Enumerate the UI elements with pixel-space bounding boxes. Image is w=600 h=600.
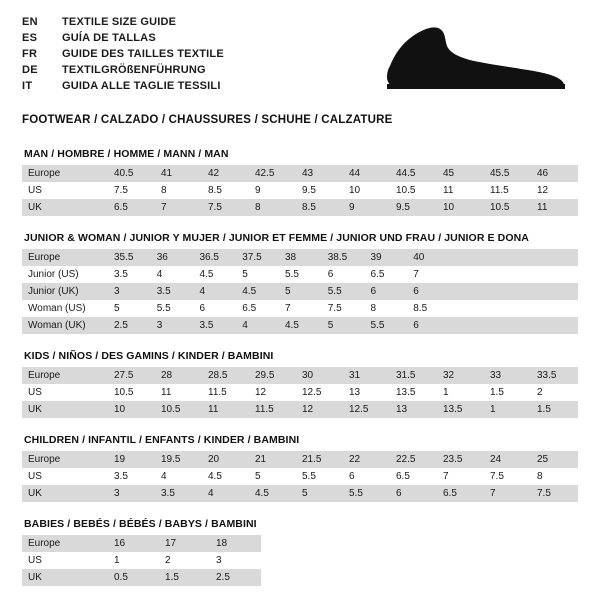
cell: 22.5 (390, 451, 437, 468)
cell: 3 (151, 317, 194, 334)
cell: 31.5 (390, 367, 437, 384)
cell: 7.5 (484, 468, 531, 485)
language-title-table (22, 14, 224, 94)
cell: 36.5 (194, 249, 237, 266)
language-row (22, 78, 224, 94)
cell: 4.5 (236, 283, 279, 300)
cell: 4 (194, 283, 237, 300)
cell: 12 (531, 182, 578, 199)
cell: 45.5 (484, 165, 531, 182)
table-row (22, 317, 578, 334)
cell: 13.5 (390, 384, 437, 401)
table-row (22, 249, 578, 266)
row-label: Europe (22, 451, 108, 468)
cell: 8.5 (407, 300, 450, 317)
cell: 46 (531, 165, 578, 182)
cell: 8.5 (202, 182, 249, 199)
cell: 4 (151, 266, 194, 283)
cell: 10.5 (155, 401, 202, 418)
cell: 40.5 (108, 165, 155, 182)
cell (514, 249, 578, 266)
language-title: TEXTILGRÖßENFÜHRUNG (62, 64, 206, 76)
size-table-kids (22, 367, 578, 418)
cell: 31 (343, 367, 390, 384)
cell (450, 283, 514, 300)
cell: 7.5 (531, 485, 578, 502)
cell: 18 (210, 535, 261, 552)
section-man (22, 148, 578, 216)
size-sections (0, 126, 600, 586)
size-table-children (22, 451, 578, 502)
cell: 4.5 (249, 485, 296, 502)
cell: 3.5 (194, 317, 237, 334)
cell: 11.5 (249, 401, 296, 418)
section-title: KIDS / NIÑOS / DES GAMINS / KINDER / BAMBINI (24, 350, 274, 362)
cell: 13.5 (437, 401, 484, 418)
cell: 6.5 (437, 485, 484, 502)
page-header (0, 0, 600, 108)
cell: 7 (279, 300, 322, 317)
cell: 11.5 (484, 182, 531, 199)
cell: 39 (365, 249, 408, 266)
cell: 1 (108, 552, 159, 569)
size-table-junior-woman (22, 249, 578, 334)
cell: 2.5 (108, 317, 151, 334)
cell: 33 (484, 367, 531, 384)
table-row (22, 384, 578, 401)
language-row (22, 14, 224, 30)
table-row (22, 367, 578, 384)
cell-empty (261, 535, 578, 552)
row-label: UK (22, 485, 108, 502)
table-row (22, 552, 578, 569)
cell: 10.5 (484, 199, 531, 216)
section-title: MAN / HOMBRE / HOMME / MANN / MAN (24, 148, 229, 160)
section-junior-woman (22, 232, 578, 334)
cell: 6 (390, 485, 437, 502)
cell: 2 (159, 552, 210, 569)
cell: 1.5 (159, 569, 210, 586)
cell: 2.5 (210, 569, 261, 586)
cell: 10 (343, 182, 390, 199)
cell: 33.5 (531, 367, 578, 384)
cell: 40 (407, 249, 450, 266)
row-label: Woman (US) (22, 300, 108, 317)
cell: 7.5 (108, 182, 155, 199)
cell: 45 (437, 165, 484, 182)
language-row (22, 62, 224, 78)
cell: 23.5 (437, 451, 484, 468)
cell: 12.5 (343, 401, 390, 418)
cell: 36 (151, 249, 194, 266)
cell: 10.5 (108, 384, 155, 401)
cell: 7.5 (202, 199, 249, 216)
cell-empty (261, 552, 578, 569)
row-label: US (22, 552, 108, 569)
cell: 11 (202, 401, 249, 418)
cell: 3.5 (155, 485, 202, 502)
row-label: Junior (US) (22, 266, 108, 283)
row-label: US (22, 468, 108, 485)
cell: 32 (437, 367, 484, 384)
cell: 24 (484, 451, 531, 468)
cell: 4.5 (279, 317, 322, 334)
cell: 1.5 (484, 384, 531, 401)
language-row (22, 46, 224, 62)
cell: 8.5 (296, 199, 343, 216)
cell: 11 (155, 384, 202, 401)
language-row (22, 30, 224, 46)
cell: 5.5 (151, 300, 194, 317)
cell: 12 (296, 401, 343, 418)
cell: 12 (249, 384, 296, 401)
cell: 0.5 (108, 569, 159, 586)
cell: 3 (210, 552, 261, 569)
cell: 5 (108, 300, 151, 317)
cell: 21 (249, 451, 296, 468)
cell: 4.5 (194, 266, 237, 283)
cell: 38 (279, 249, 322, 266)
cell: 8 (249, 199, 296, 216)
cell: 1 (484, 401, 531, 418)
table-row (22, 401, 578, 418)
cell: 6 (322, 266, 365, 283)
cell: 28.5 (202, 367, 249, 384)
cell: 5.5 (296, 468, 343, 485)
language-code: ES (22, 32, 38, 44)
cell: 13 (343, 384, 390, 401)
cell: 7 (484, 485, 531, 502)
row-label: UK (22, 199, 108, 216)
row-label: Europe (22, 535, 108, 552)
table-row (22, 485, 578, 502)
cell: 5.5 (343, 485, 390, 502)
cell (514, 266, 578, 283)
cell: 5 (279, 283, 322, 300)
cell: 7 (437, 468, 484, 485)
language-code: EN (22, 16, 38, 28)
cell: 8 (365, 300, 408, 317)
cell: 30 (296, 367, 343, 384)
table-row (22, 199, 578, 216)
cell: 12.5 (296, 384, 343, 401)
cell: 6 (407, 283, 450, 300)
cell: 3.5 (108, 266, 151, 283)
cell: 19.5 (155, 451, 202, 468)
row-label: Woman (UK) (22, 317, 108, 334)
cell: 11.5 (202, 384, 249, 401)
dress-shoe-icon (382, 22, 572, 92)
cell (450, 266, 514, 283)
cell: 9 (249, 182, 296, 199)
language-code: FR (22, 48, 38, 60)
cell: 6.5 (236, 300, 279, 317)
cell: 3.5 (108, 468, 155, 485)
cell: 25 (531, 451, 578, 468)
table-row (22, 165, 578, 182)
cell: 6 (407, 317, 450, 334)
table-row (22, 451, 578, 468)
cell (514, 283, 578, 300)
cell: 5.5 (322, 283, 365, 300)
section-children (22, 434, 578, 502)
language-title: GUIDA ALLE TAGLIE TESSILI (62, 80, 221, 92)
table-row (22, 569, 578, 586)
language-title-rows (22, 14, 224, 94)
cell: 4.5 (202, 468, 249, 485)
cell: 4 (155, 468, 202, 485)
row-label: Europe (22, 367, 108, 384)
cell: 5.5 (279, 266, 322, 283)
cell: 5.5 (365, 317, 408, 334)
language-code: DE (22, 64, 38, 76)
cell: 7 (407, 266, 450, 283)
cell: 44 (343, 165, 390, 182)
cell: 3 (108, 485, 155, 502)
cell (450, 300, 514, 317)
cell: 3.5 (151, 283, 194, 300)
cell-empty (261, 569, 578, 586)
cell: 10.5 (390, 182, 437, 199)
section-kids (22, 350, 578, 418)
cell: 7.5 (322, 300, 365, 317)
language-title: GUIDE DES TAILLES TEXTILE (62, 48, 224, 60)
cell: 20 (202, 451, 249, 468)
cell: 42.5 (249, 165, 296, 182)
cell: 13 (390, 401, 437, 418)
footwear-category-line: FOOTWEAR / CALZADO / CHAUSSURES / SCHUHE / CALZATURE (22, 114, 393, 126)
cell: 10 (437, 199, 484, 216)
table-row (22, 266, 578, 283)
cell: 4 (236, 317, 279, 334)
cell: 11 (437, 182, 484, 199)
size-table-man (22, 165, 578, 216)
table-row (22, 182, 578, 199)
cell: 6 (194, 300, 237, 317)
size-table-babies (22, 535, 578, 586)
row-label: UK (22, 569, 108, 586)
cell: 10 (108, 401, 155, 418)
row-label: Europe (22, 165, 108, 182)
language-title: GUÍA DE TALLAS (62, 32, 156, 44)
cell: 6 (343, 468, 390, 485)
cell: 6.5 (390, 468, 437, 485)
table-row (22, 468, 578, 485)
cell: 9.5 (390, 199, 437, 216)
cell: 17 (159, 535, 210, 552)
table-row (22, 283, 578, 300)
row-label: UK (22, 401, 108, 418)
cell: 5 (249, 468, 296, 485)
cell: 42 (202, 165, 249, 182)
cell: 9 (343, 199, 390, 216)
cell: 2 (531, 384, 578, 401)
cell: 1.5 (531, 401, 578, 418)
cell: 7 (155, 199, 202, 216)
row-label: US (22, 384, 108, 401)
cell: 6 (365, 283, 408, 300)
cell: 44.5 (390, 165, 437, 182)
cell: 9.5 (296, 182, 343, 199)
cell: 21.5 (296, 451, 343, 468)
cell: 3 (108, 283, 151, 300)
cell: 19 (108, 451, 155, 468)
cell: 41 (155, 165, 202, 182)
cell: 6.5 (365, 266, 408, 283)
cell: 4 (202, 485, 249, 502)
language-title: TEXTILE SIZE GUIDE (62, 16, 177, 28)
cell: 29.5 (249, 367, 296, 384)
section-title: JUNIOR & WOMAN / JUNIOR Y MUJER / JUNIOR ET FEMME / JUNIOR UND FRAU / JUNIOR E DONA (24, 232, 529, 244)
cell: 5 (296, 485, 343, 502)
cell: 38.5 (322, 249, 365, 266)
cell (514, 300, 578, 317)
cell: 22 (343, 451, 390, 468)
section-title: BABIES / BEBÉS / BÉBÉS / BABYS / BAMBINI (24, 518, 257, 530)
cell: 8 (155, 182, 202, 199)
cell: 28 (155, 367, 202, 384)
cell: 1 (437, 384, 484, 401)
cell (450, 317, 514, 334)
cell: 43 (296, 165, 343, 182)
table-row (22, 300, 578, 317)
section-babies (22, 518, 578, 586)
cell (450, 249, 514, 266)
row-label: US (22, 182, 108, 199)
language-code: IT (22, 80, 33, 92)
cell: 6.5 (108, 199, 155, 216)
row-label: Junior (UK) (22, 283, 108, 300)
cell: 16 (108, 535, 159, 552)
cell (514, 317, 578, 334)
row-label: Europe (22, 249, 108, 266)
cell: 5 (322, 317, 365, 334)
cell: 27.5 (108, 367, 155, 384)
cell: 5 (236, 266, 279, 283)
cell: 35.5 (108, 249, 151, 266)
cell: 37.5 (236, 249, 279, 266)
cell: 11 (531, 199, 578, 216)
table-row (22, 535, 578, 552)
cell: 8 (531, 468, 578, 485)
section-title: CHILDREN / INFANTIL / ENFANTS / KINDER / BAMBINI (24, 434, 300, 446)
